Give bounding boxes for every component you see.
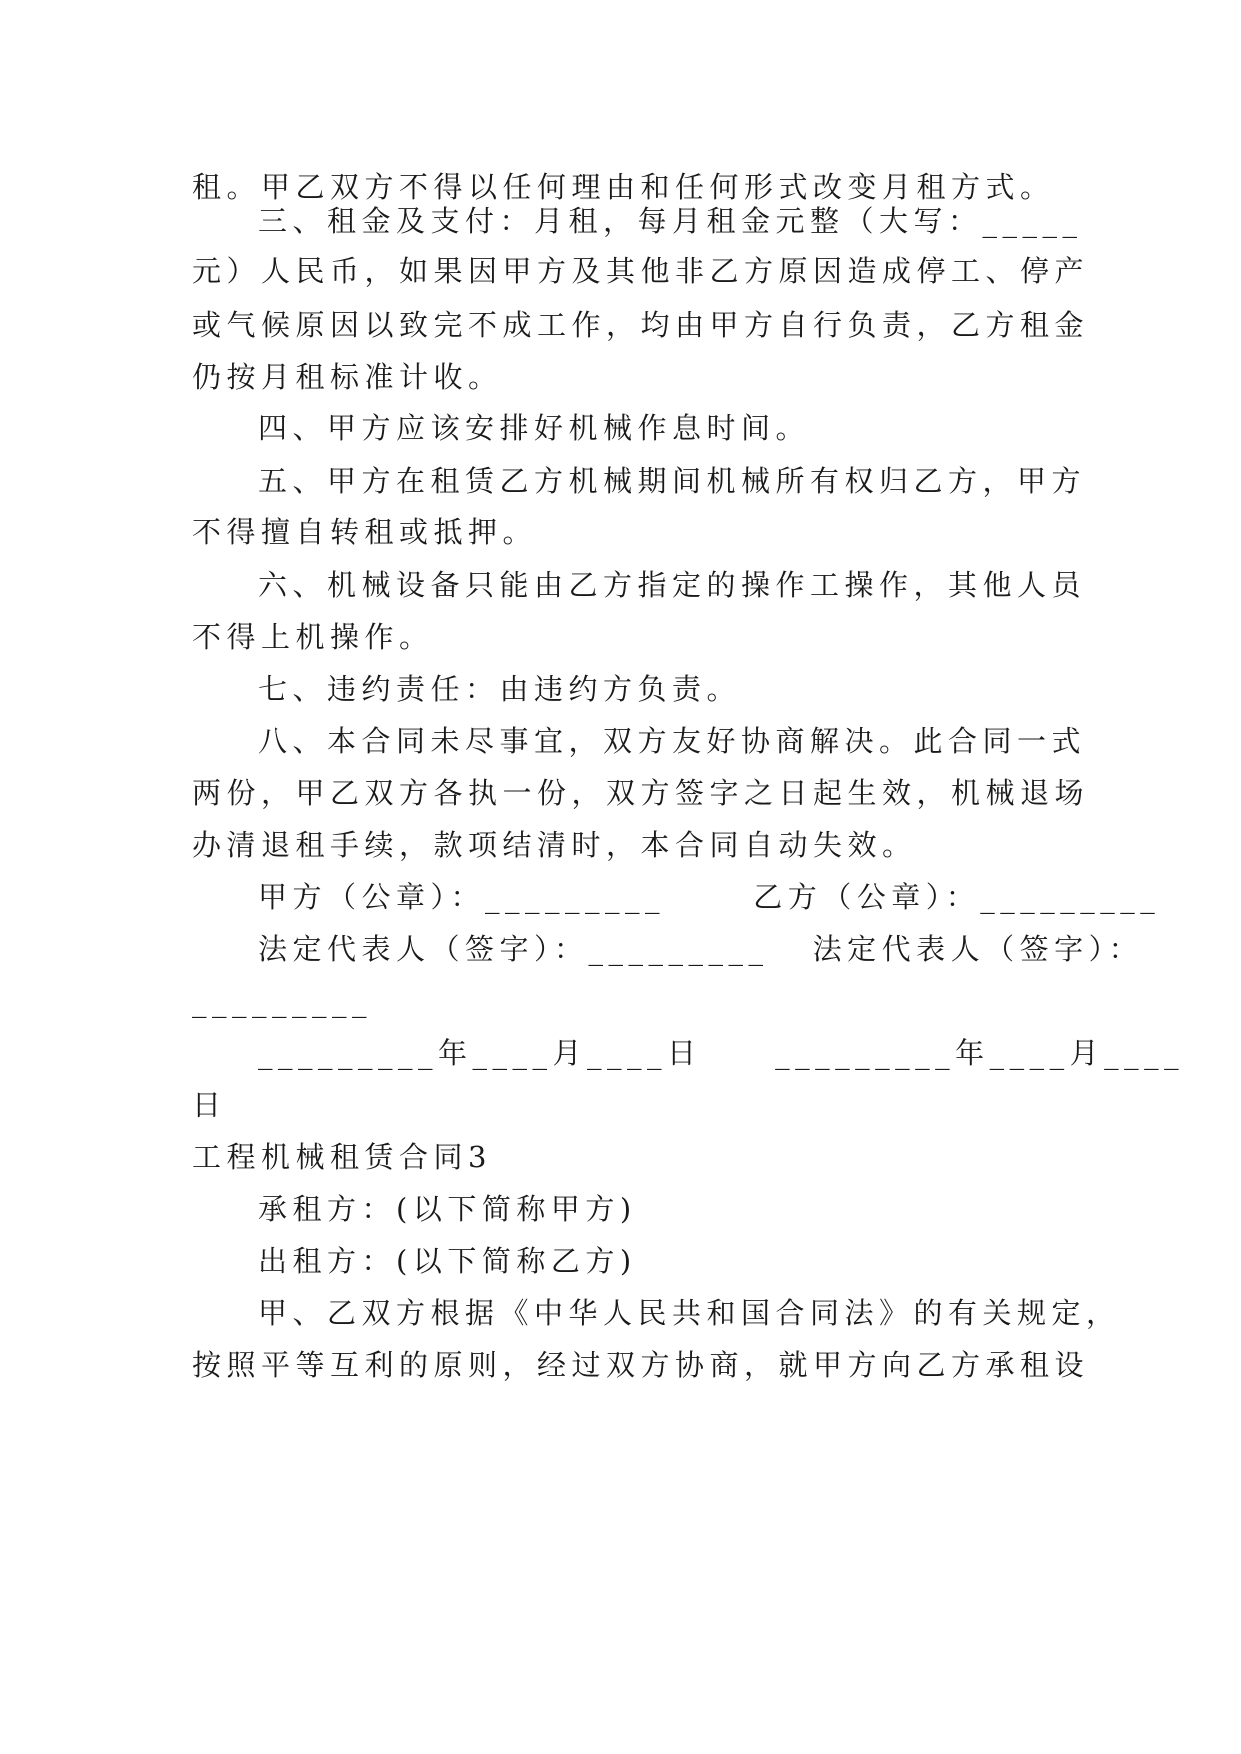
text-line: 出租方：(以下简称乙方): [258, 1244, 637, 1278]
text-line: 甲、乙双方根据《中华人民共和国合同法》的有关规定，: [258, 1296, 1121, 1330]
text-line: 五、甲方在租赁乙方机械期间机械所有权归乙方，甲方: [258, 464, 1087, 498]
text-line: 不得上机操作。: [192, 620, 434, 654]
text-line: 四、甲方应该安排好机械作息时间。: [258, 411, 811, 445]
text-line: 办清退租手续，款项结清时，本合同自动失效。: [192, 828, 917, 862]
text-line: 三、租金及支付：月租，每月租金元整（大写：_____: [258, 204, 1083, 238]
text-line: 按照平等互利的原则，经过双方协商，就甲方向乙方承租设: [192, 1348, 1090, 1382]
text-line: 或气候原因以致完不成工作，均由甲方自行负责，乙方租金: [192, 308, 1090, 342]
signature-line: 甲方（公章）：_________ 乙方（公章）：_________: [258, 880, 1161, 914]
text-line: 承租方：(以下简称甲方): [258, 1192, 637, 1226]
text-line: 不得擅自转租或抵押。: [192, 515, 538, 549]
text-line: 七、违约责任：由违约方负责。: [258, 672, 742, 706]
date-line: _________年____月____日 _________年____月____: [258, 1036, 1185, 1070]
text-line: 租。甲乙双方不得以任何理由和任何形式改变月租方式。: [192, 170, 1055, 204]
date-line: 日: [192, 1088, 227, 1122]
text-line: 六、机械设备只能由乙方指定的操作工操作，其他人员: [258, 568, 1087, 602]
signature-line: _________: [192, 984, 372, 1018]
text-line: 八、本合同未尽事宜，双方友好协商解决。此合同一式: [258, 724, 1087, 758]
signature-line: 法定代表人（签字）：_________ 法定代表人（签字）：: [258, 932, 1144, 966]
text-line: 仍按月租标准计收。: [192, 360, 503, 394]
text-line: 元）人民币，如果因甲方及其他非乙方原因造成停工、停产: [192, 254, 1090, 288]
text-line: 两份，甲乙双方各执一份，双方签字之日起生效，机械退场: [192, 776, 1090, 810]
section-title: 工程机械租赁合同3: [192, 1140, 492, 1174]
